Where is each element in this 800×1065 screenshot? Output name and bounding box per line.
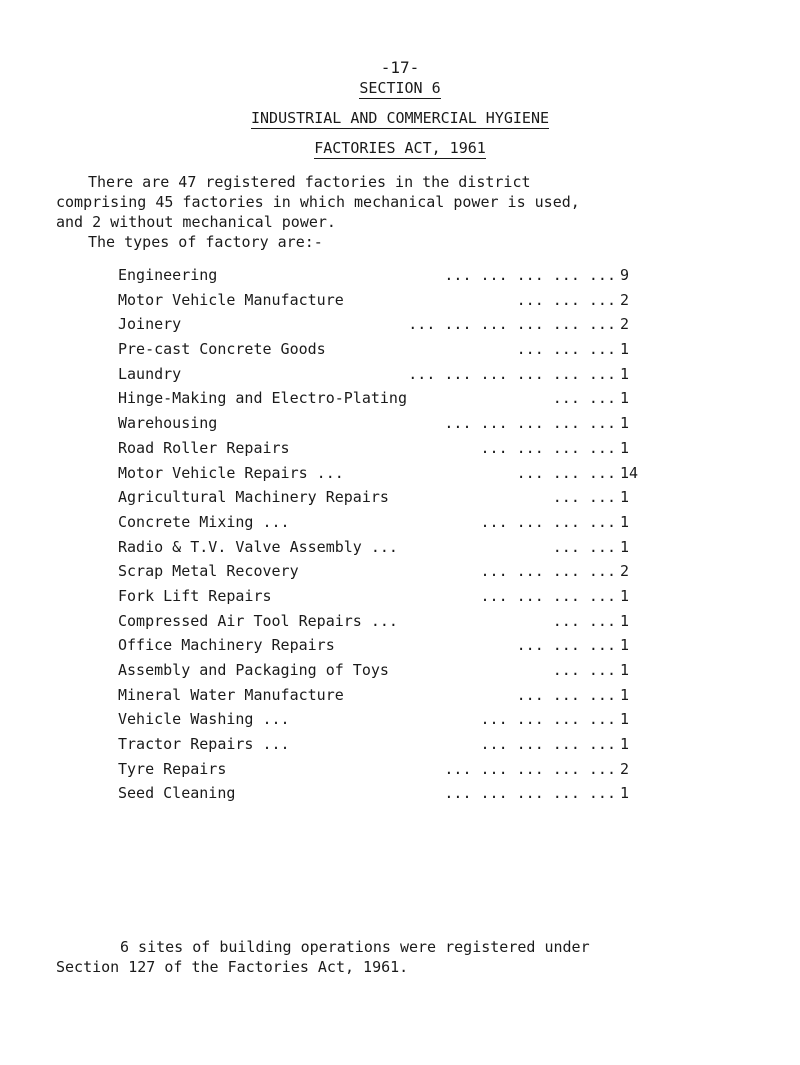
leader-dots: ... ... ... [516,636,616,655]
list-item [118,263,638,288]
leader-dots: ... ... ... ... [480,735,616,754]
intro-line: comprising 45 factories in which mechanical power is used, [56,193,580,211]
list-item [118,510,638,535]
leader-dots: ... ... ... ... ... [444,266,616,284]
leader-dots: ... ... ... ... ... [444,414,616,433]
list-item [118,485,638,510]
list-item [118,535,638,560]
factory-type-name: Laundry [118,364,182,383]
factory-type-name: Fork Lift Repairs [118,586,272,605]
factory-count: 1 [620,488,630,507]
intro-line: and 2 without mechanical power. [56,213,336,231]
factory-type-name: Vehicle Washing ... [118,710,290,729]
factory-count: 1 [620,537,630,556]
page-subheading [0,139,800,157]
section-title [0,79,800,97]
page-subheading-text: FACTORIES ACT, 1961 [314,139,486,157]
factory-type-name: Tractor Repairs ... [118,735,290,754]
page-heading-text: INDUSTRIAL AND COMMERCIAL HYGIENE [250,109,549,127]
leader-dots: ... ... [552,611,616,630]
list-item [118,633,638,658]
factory-type-name: Motor Vehicle Manufacture [118,290,344,309]
factory-type-name: Engineering [118,266,218,284]
leader-dots: ... ... ... [516,685,616,704]
factory-type-name: Seed Cleaning [118,784,236,803]
list-item [118,584,638,609]
page-number: -17- [380,58,420,77]
factory-type-name: Motor Vehicle Repairs ... [118,463,344,482]
leader-dots: ... ... [552,389,616,408]
factory-count: 2 [620,759,630,778]
factory-type-name: Concrete Mixing ... [118,512,290,531]
list-item [118,683,638,708]
list-item [118,757,638,782]
leader-dots: ... ... ... ... ... ... [408,315,616,334]
factory-type-name: Tyre Repairs [118,759,227,778]
list-item [118,337,638,362]
factory-count: 1 [620,661,630,679]
factory-type-name: Mineral Water Manufacture [118,685,344,704]
factory-type-name: Road Roller Repairs [118,438,290,457]
list-item [118,707,638,732]
leader-dots: ... ... ... ... [480,710,616,729]
factory-type-name: Assembly and Packaging of Toys [118,661,389,679]
factory-count: 2 [620,562,630,581]
factory-count: 1 [620,685,630,704]
list-item [118,559,638,584]
footer-paragraph [56,937,756,977]
factory-type-name: Joinery [118,315,182,334]
list-item [118,436,638,461]
factory-count: 1 [620,636,630,655]
factory-type-name: Warehousing [118,414,218,433]
leader-dots: ... ... [552,537,616,556]
types-intro: The types of factory are:- [88,233,323,251]
list-item [118,288,638,313]
intro-paragraph [56,172,756,232]
factory-type-name: Scrap Metal Recovery [118,562,299,581]
list-item [118,362,638,387]
section-title-text: SECTION 6 [359,79,441,97]
factory-type-name: Pre-cast Concrete Goods [118,340,326,359]
list-item [118,732,638,757]
factory-count: 1 [620,735,630,754]
factory-type-name: Hinge-Making and Electro-Plating [118,389,407,408]
leader-dots: ... ... ... [516,463,616,482]
list-item [118,781,638,806]
leader-dots: ... ... ... [516,340,616,359]
factory-type-name: Office Machinery Repairs [118,636,335,655]
factory-types-list [118,263,638,806]
footer-line: Section 127 of the Factories Act, 1961. [56,958,409,976]
list-item [118,609,638,634]
factory-count: 1 [620,784,630,803]
factory-count: 1 [620,364,630,383]
list-item [118,386,638,411]
factory-count: 1 [620,586,630,605]
footer-line: 6 sites of building operations were registered under [120,938,590,956]
leader-dots: ... ... ... ... ... [444,784,616,803]
leader-dots: ... ... ... ... ... [444,759,616,778]
leader-dots: ... ... ... ... ... ... [408,364,616,383]
factory-count: 2 [620,290,630,309]
leader-dots: ... ... ... ... [480,562,616,581]
list-item [118,658,638,683]
factory-count: 1 [620,611,630,630]
leader-dots: ... ... [552,661,616,679]
leader-dots: ... ... [552,488,616,507]
leader-dots: ... ... ... [516,290,616,309]
factory-type-name: Radio & T.V. Valve Assembly ... [118,537,398,556]
intro-line: There are 47 registered factories in the district [88,173,531,191]
factory-count: 14 [620,463,639,482]
factory-count: 1 [620,438,630,457]
factory-count: 2 [620,315,630,334]
factory-type-name: Agricultural Machinery Repairs [118,488,389,507]
leader-dots: ... ... ... ... [480,438,616,457]
leader-dots: ... ... ... ... [480,512,616,531]
factory-count: 1 [620,340,630,359]
factory-count: 1 [620,389,630,408]
list-item [118,312,638,337]
leader-dots: ... ... ... ... [480,586,616,605]
list-item [118,411,638,436]
factory-count: 9 [620,266,630,284]
page-heading [0,109,800,127]
factory-count: 1 [620,710,630,729]
factory-count: 1 [620,414,630,433]
factory-type-name: Compressed Air Tool Repairs ... [118,611,398,630]
list-item [118,461,638,486]
factory-count: 1 [620,512,630,531]
